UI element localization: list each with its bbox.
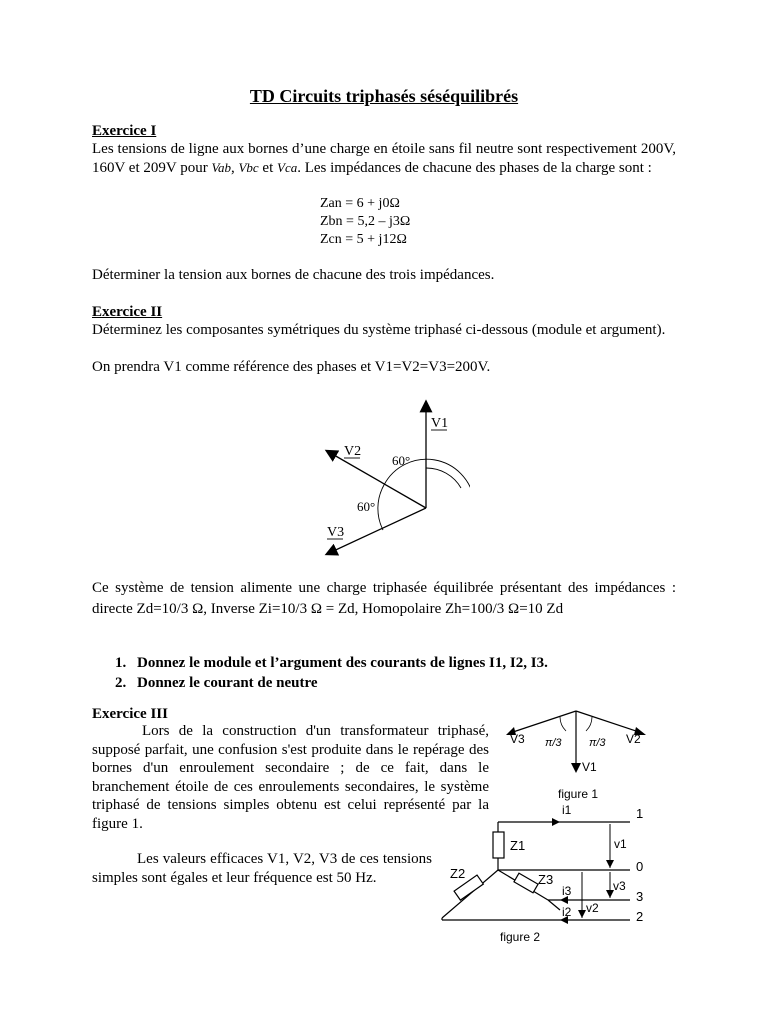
fig2-terminal-1: 1 <box>636 806 644 821</box>
fig2-label-i1: i1 <box>562 803 572 817</box>
exercise-1-text-b: . Les impédances de chacune des phases de la charge sont : <box>297 159 652 176</box>
fig2-label-z1: Z1 <box>510 838 526 853</box>
question-2-number: 2. <box>115 675 127 691</box>
exercise-2-heading: Exercice II <box>92 304 163 320</box>
fig2-label-i2: i2 <box>562 905 572 919</box>
fig2-label-z3: Z3 <box>538 872 554 887</box>
fig1-label-v1: V1 <box>582 760 597 774</box>
label-v3: V3 <box>327 525 345 540</box>
separator: , <box>230 159 239 176</box>
question-2 <box>115 672 318 694</box>
question-1-number: 1. <box>115 655 127 671</box>
exercise-1-text-a: Les tensions de ligne aux bornes d’une charge en étoile sans fil neutre sont respectivement 200V, 160V et 209V pour <box>92 141 676 176</box>
fig1-caption: figure 1 <box>558 787 599 801</box>
angle-arc-lower <box>378 485 384 530</box>
fig2-z1-box <box>493 832 504 858</box>
page-title: TD Circuits triphasés séséquilibrés <box>249 86 519 106</box>
fig2-wire <box>548 900 560 910</box>
exercise-1-question: Déterminer la tension aux bornes de chacune des trois impédances. <box>92 267 495 283</box>
equation-zbn: Zbn = 5,2 – j3Ω <box>320 214 411 229</box>
separator: et <box>258 159 277 176</box>
phasor-v2-arrow <box>327 451 426 508</box>
exercise-3-paragraph-2: Les valeurs efficaces V1, V2, V3 de ces tensions simples sont égales et leur fréquence est 50 Hz. <box>92 851 432 886</box>
question-2-text: Donnez le courant de neutre <box>137 675 318 691</box>
fig2-label-v2: v2 <box>586 901 599 915</box>
label-v2: V2 <box>344 444 362 459</box>
fig1-v1-arrowhead <box>571 763 581 773</box>
figure-1 <box>500 705 670 805</box>
fig2-terminal-0: 0 <box>636 859 644 874</box>
figure-2 <box>430 800 660 950</box>
question-1-text: Donnez le module et l’argument des courants de lignes I1, I2, I3. <box>137 655 548 671</box>
exercise-1-statement <box>92 140 676 177</box>
equation-zan: Zan = 6 + j0Ω <box>320 196 400 211</box>
exercise-3-paragraph-1: Lors de la construction d'un transformateur triphasé, supposé parfait, une confusion s'est produite dans le repérage des bornes d'un enroulement secondaire ; de ce fait, dans le branchement étoile de ces enroulements secondaires, le système triphasé de tensions simples obtenu est celui représenté par la figure 1. <box>92 723 489 832</box>
fig1-arc-right <box>586 717 592 731</box>
fig1-angle-right: π/3 <box>589 737 606 749</box>
exercise-2-intro: Déterminez les composantes symétriques du système triphasé ci-dessous (module et argument). <box>92 322 666 338</box>
symbol-vbc: Vbc <box>238 159 259 175</box>
fig2-label-z2: Z2 <box>450 866 466 881</box>
equation-zcn: Zcn = 5 + j12Ω <box>320 232 407 247</box>
fig2-i1-arrowhead <box>552 818 560 826</box>
fig1-arc-left <box>560 717 566 731</box>
question-1 <box>115 652 548 674</box>
fig2-z3-box <box>514 873 538 893</box>
symbol-vab: Vab <box>211 159 231 175</box>
fig1-v2-line <box>576 711 642 733</box>
fig1-v3-line <box>510 711 576 733</box>
fig1-angle-left: π/3 <box>545 737 562 749</box>
fig2-v1-arrowhead <box>606 860 614 868</box>
fig1-label-v3: V3 <box>510 732 525 746</box>
angle-label-top: 60° <box>392 453 411 468</box>
fig2-label-v1: v1 <box>614 837 627 851</box>
fig2-terminal-3: 3 <box>636 889 644 904</box>
symbol-vca: Vca <box>277 159 298 175</box>
angle-arc-upper <box>426 468 461 488</box>
label-v1: V1 <box>431 416 449 431</box>
angle-label-bottom: 60° <box>357 499 376 514</box>
fig2-label-v3: v3 <box>613 879 626 893</box>
fig2-label-i3: i3 <box>562 884 572 898</box>
fig2-terminal-2: 2 <box>636 909 644 924</box>
exercise-1-heading: Exercice I <box>92 123 157 139</box>
exercise-2-load-text: Ce système de tension alimente une charge triphasée équilibrée présentant des impédances : directe Zd=10/3 Ω, Inverse Zi=10/3 Ω = Zd, Homopolaire Zh=100/3 Ω=10 Zd <box>92 580 676 617</box>
exercise-2-reference: On prendra V1 comme référence des phases et V1=V2=V3=200V. <box>92 359 491 375</box>
exercise-3-heading: Exercice III <box>92 706 168 722</box>
fig2-caption: figure 2 <box>500 930 541 944</box>
fig1-label-v2: V2 <box>626 732 641 746</box>
fig2-v2-arrowhead <box>578 910 586 918</box>
phasor-diagram <box>300 390 470 570</box>
